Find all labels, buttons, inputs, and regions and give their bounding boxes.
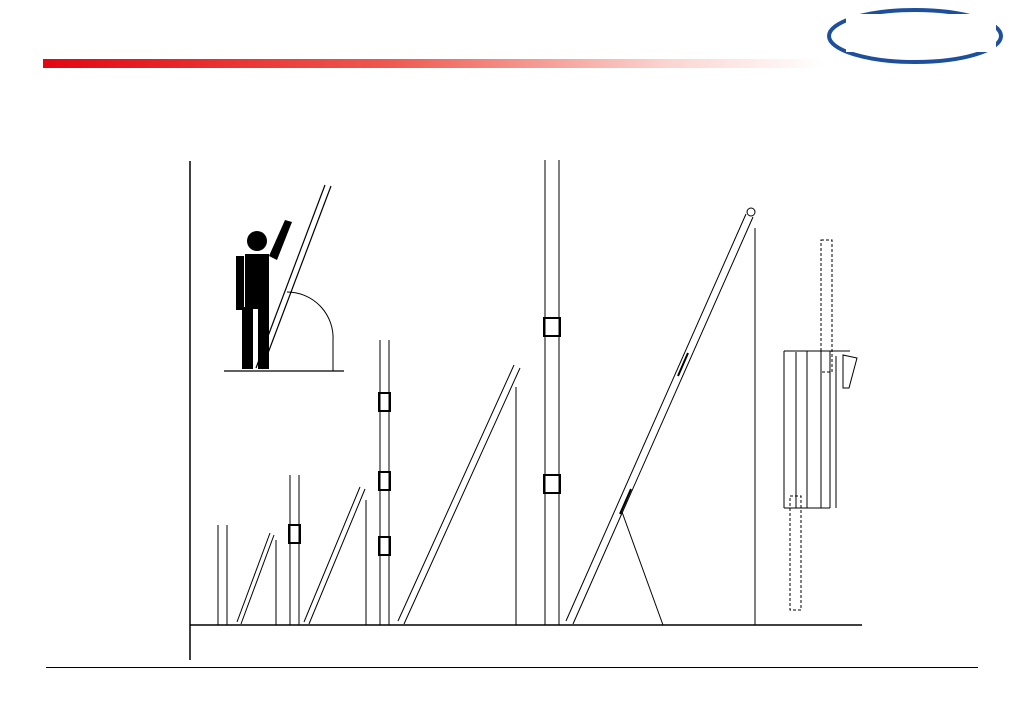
schiebleiter-ladder [544,160,560,625]
steckleiter-4-ladder [379,340,390,625]
schiebleiter-leaning [566,208,755,625]
klappleiter-leaning [237,533,274,624]
klappleiter-ladder [218,525,227,625]
steckleiter-4-leaning [398,365,520,624]
steckleiter-2-leaning [304,487,365,624]
footer-divider [46,667,978,668]
steckleiter-2-ladder [289,475,300,625]
